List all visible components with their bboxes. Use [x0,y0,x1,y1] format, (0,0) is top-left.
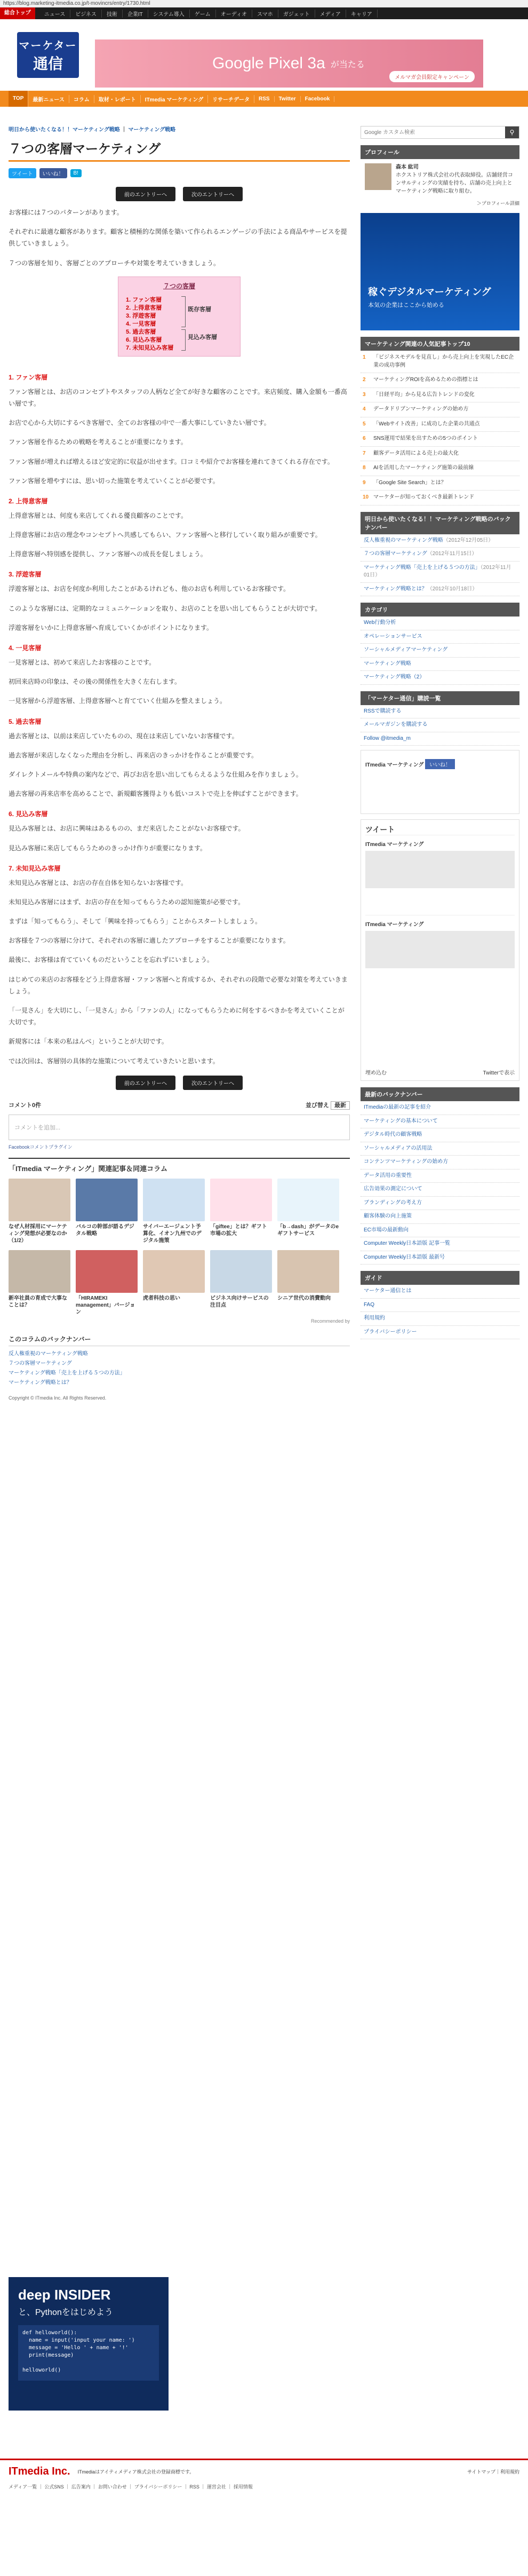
profile-more-link[interactable]: ＞プロフィール詳細 [476,201,519,206]
ranking-heading: マーケティング関連の人気記事トップ10 [361,337,519,351]
mail-link[interactable]: メールマガジンを購読する [361,718,519,732]
section-paragraph: 見込み客層とは、お店に興味はあるものの、まだ来店したことがないお客様です。 [9,825,245,833]
next-entry-button[interactable]: 次のエントリーへ [183,1076,243,1090]
footer-links[interactable]: メディア一覧 ｜ 公式SNS ｜ 広告案内 ｜ お問い合わせ ｜ プライバシーポリシー ｜ RSS ｜ 運営会社 ｜ 採用情報 [9,2484,253,2490]
url-bar[interactable]: https://blog.marketing-itmedia.co.jp/t-movincrs/entry/1730.html [0,0,528,7]
search-icon[interactable]: ⚲ [505,127,519,138]
customer-layer-diagram [118,276,241,357]
backnumber-item[interactable]: 反人権重視のマーケティング戦略 [9,1350,88,1357]
section-paragraph: お店で心から大切にするべき客層で、全てのお客様の中で一番大事にしていきたい層です。 [9,419,270,427]
rank-number: 9 [363,479,366,486]
related-thumbnail [277,1179,339,1221]
outro-paragraph: はじめての来店のお客様をどう上得意客層・ファン客層へと育成するか、それぞれの段階で必要な対策を考えていきましょう。 [9,975,348,995]
latest-item[interactable]: デジタル時代の顧客戦略 [361,1128,519,1142]
rank-title: 「日経平均」から見る広告トレンドの変化 [373,391,475,398]
sidebar-backnumber-item[interactable] [361,548,519,562]
latest-item[interactable]: データ活用の重要性 [361,1170,519,1183]
sidebar-backnumber-heading: 明日から使いたくなる！！マーケティング戦略のバックナンバー [361,512,519,534]
rss-link[interactable]: RSSで購読する [361,705,519,719]
tweet-image [365,931,515,968]
share-bar [9,168,350,178]
breadcrumb-category[interactable]: 明日から使いたくなる！！マーケティング戦略 [9,127,120,133]
comment-count: コメント0件 [9,1102,42,1109]
related-title: バルコの幹部が語るデジタル戦略 [76,1223,134,1237]
related-title: サイバーエージェント予算化、イオン九州でのデジタル施策 [143,1223,202,1244]
latest-item[interactable]: ブランディングの考え方 [361,1197,519,1211]
related-card[interactable] [76,1179,138,1245]
related-thumbnail [9,1179,70,1221]
related-thumbnail [210,1250,272,1293]
related-card[interactable] [9,1250,70,1316]
diagram-title: ７つの客層 [163,282,195,290]
ad-subline: が当たる [330,60,365,69]
backnumber-list [9,1349,350,1388]
outro-paragraph: 「一見さん」を大切にし、「一見さん」から「ファンの人」になってもらうために何をするべきかを考えていくことが大切です。 [9,1007,345,1026]
outro-paragraph: 新規客には「本来の私はんべ」ということが大切です。 [9,1038,168,1046]
nav-report[interactable]: 取材・レポート [94,95,141,103]
article-title: ７つの客層マーケティング [9,138,350,162]
nav-facebook[interactable]: Facebook [301,96,335,102]
breadcrumb-sub[interactable]: マーケティング戦略 [128,127,176,133]
ranking-item[interactable] [361,388,519,403]
guide-item[interactable]: プライバシーポリシー [361,1326,519,1340]
ranking-item[interactable] [361,417,519,432]
nav-rss[interactable]: RSS [254,96,275,102]
nav-column[interactable]: コラム [69,95,94,103]
profile-name: 森本 紘司 [396,164,419,170]
comment-input[interactable]: コメントを追加... [9,1115,350,1140]
deep-insider-title: deep INSIDER [18,2287,111,2303]
comment-section-header [9,1101,350,1109]
related-thumbnail [76,1250,138,1293]
article-main [9,118,350,1401]
item-date: （2012年10月18日） [427,586,478,592]
profile-heading: プロフィール [361,145,519,159]
intro-paragraph: ７つの客層を知り、客層ごとのアプローチや対策を考えていきましょう。 [9,259,220,267]
tweet-author: ITmedia マーケティング [365,922,424,928]
topnav-item[interactable]: キャリア [346,10,378,18]
category-item[interactable]: Web行動分析 [361,617,519,630]
diagram-list [126,296,173,352]
related-card[interactable] [277,1250,339,1316]
ranking-item[interactable] [361,461,519,476]
topnav-item[interactable]: オーディオ [216,10,252,18]
sidebar-backnumber-item[interactable] [361,562,519,583]
section-paragraph: 浮遊客層とは、お店を何度か利用したことがあるけれども、他のお店も利用しているお客様です。 [9,585,290,593]
footer-bar [0,2459,528,2483]
category-list [361,617,519,685]
entry-nav-top [9,187,350,201]
item-title: 反人権重視のマーケティング戦略 [364,537,443,543]
ranking-list [361,351,519,505]
search-input[interactable] [361,127,505,138]
item-title: ７つの客層マーケティング [364,551,427,557]
rank-number: 5 [363,421,366,427]
topnav-item[interactable]: ニュース [39,10,71,18]
section-heading: 5. 過去客層 [9,717,42,725]
section-heading: 1. ファン客層 [9,373,48,381]
sidebar-ad[interactable] [361,213,519,330]
rank-number: 3 [363,391,366,398]
next-entry-button[interactable]: 次のエントリーへ [183,187,243,201]
related-card[interactable] [210,1179,272,1245]
category-item[interactable]: マーケティング戦略 [361,658,519,671]
deep-insider-sub: と、Pythonをはじめよう [18,2308,113,2317]
nav-itmedia-marketing[interactable]: ITmedia マーケティング [141,95,208,103]
section-paragraph: ファン客層とは、お店のコンセプトやスタッフの人柄など全てが好きな顧客のことです。来店頻度、購入金額も一番高い層です。 [9,388,347,407]
guide-item[interactable]: マーケター通信とは [361,1285,519,1299]
guide-item[interactable]: 利用規約 [361,1312,519,1326]
section-heading: 4. 一見客層 [9,644,42,652]
backnumber-item[interactable]: ７つの客層マーケティング [9,1360,72,1366]
diagram-item: 5. 過去客層 [126,328,156,335]
related-thumbnail [76,1179,138,1221]
diagram-item: 7. 未知見込み客層 [126,344,174,351]
deep-insider-ad[interactable] [9,2277,169,2411]
topnav-item[interactable]: システム導入 [148,10,190,18]
topnav-item[interactable]: メディア [315,10,346,18]
group-existing-label: 既存客層 [188,306,211,313]
bookmark-button[interactable]: B! [70,169,82,177]
recommended-by: Recommended by [310,1318,350,1324]
rank-title: 「Webサイト改善」に成功した企業の共通点 [373,421,480,427]
backnumber-item[interactable]: マーケティング戦略「売上を上げる５つの方法」 [9,1370,125,1376]
related-title: なぜ人材採用にマーケティング発想が必要なのか（1/2） [9,1223,67,1244]
related-title: ビジネス向けサービスの注目点 [210,1295,269,1308]
tweet-author: ITmedia マーケティング [365,842,424,848]
group-prospect-label: 見込み客層 [188,334,217,341]
footer-desc: ITmediaはアイティメディア株式会社の登録商標です。 [77,2469,195,2475]
comment-sort-label: 並び替え [305,1102,329,1109]
footer-sitemap[interactable]: サイトマップ｜利用規約 [467,2469,519,2475]
ranking-item[interactable] [361,476,519,491]
fb-comment-plugin-link[interactable]: Facebookコメントプラグイン [9,1144,73,1150]
logo-line1: マーケター [19,39,77,52]
category-item[interactable]: マーケティング戦略（2） [361,671,519,685]
ranking-item[interactable] [361,373,519,388]
sidebar-ad-title: 稼ぐデジタルマーケティング [368,287,491,297]
breadcrumb [9,125,350,133]
section-paragraph: 見込み客層に来店してもらうためのきっかけ作りが重要になります。 [9,844,207,852]
related-card[interactable] [143,1179,205,1245]
section-heading: 2. 上得意客層 [9,497,48,505]
section-paragraph: 過去客層の再来店率を高めることで、新規顧客獲得よりも低いコストで売上を伸ばすことができます。 [9,790,302,798]
item-date: （2012年11月15日） [427,551,477,557]
tweet-view-link[interactable]: Twitterで表示 [483,1070,515,1076]
rank-title: 顧客データ活用による売上の最大化 [373,450,459,456]
category-item[interactable]: ソーシャルメディアマーケティング [361,644,519,658]
diagram-item: 3. 浮遊客層 [126,312,156,319]
section-paragraph: 上得意客層へ特別感を提供し、ファン客層への成長を促しましょう。 [9,550,207,558]
intro-paragraph: お客様には７つのパターンがあります。 [9,209,123,216]
tweet-item[interactable] [365,835,515,915]
entry-nav-bottom [9,1076,350,1090]
category-item[interactable]: オペレーションサービス [361,630,519,644]
rank-number: 6 [363,436,366,441]
twitter-follow-button[interactable]: Follow @itmedia_m [361,732,519,746]
related-grid [9,1179,350,1316]
section-paragraph: 未知見込み客層とは、お店の存在自体を知らないお客様です。 [9,879,188,887]
related-title: 虎者科技の思い [143,1295,180,1301]
ranking-item[interactable] [361,351,519,373]
bracket-prospect [181,329,186,351]
subscribe-heading: 「マーケター通信」購読一覧 [361,691,519,705]
related-title: シニア世代の消費動向 [277,1295,331,1301]
section-paragraph: 一見客層から浮遊客層、上得意客層へと育てていく仕組みを整えましょう。 [9,697,227,705]
ranking-item[interactable] [361,402,519,417]
latest-item[interactable]: 広告効果の測定について [361,1183,519,1197]
prev-entry-button[interactable]: 前のエントリーへ [116,1076,175,1090]
ad-headline: Google Pixel 3a [212,54,325,72]
topnav-item[interactable]: ゲーム [190,10,216,18]
rank-title: マーケターが知っておくべき最新トレンド [373,494,475,500]
latest-list [361,1101,519,1265]
rank-number: 10 [363,494,369,500]
diagram-item: 1. ファン客層 [126,296,162,303]
rank-title: マーケティングROIを高めるための指標とは [373,377,478,383]
top-navigation [0,7,528,19]
section-paragraph: 一見客層とは、初めて来店したお客様のことです。 [9,659,156,666]
logo-line2: 通信 [33,55,63,72]
rank-title: データドリブンマーケティングの始め方 [373,406,469,412]
code-sample: def helloworld(): name = input('input your name: ') message = 'Hello ' + name + '!' print(message) helloworld() [18,2325,159,2381]
fb-page-name: ITmedia マーケティング [365,762,424,768]
sidebar-ad-sub: 本気の企業はここから始める [368,302,444,309]
outro-paragraph: 最後に、お客様は育てていくものだということを忘れずにいましょう。 [9,956,214,964]
related-title: 新卒社員の育成で大事なことは？ [9,1295,67,1308]
nav-top[interactable]: TOP [9,91,28,107]
copyright: Copyright © ITmedia Inc. All Rights Reserved. [9,1395,107,1401]
rank-number: 8 [363,465,366,471]
section-paragraph: 浮遊客層をいかに上得意客層へ育成していくかがポイントになります。 [9,623,213,631]
sidebar-backnumber-list [361,534,519,597]
related-thumbnail [277,1250,339,1293]
profile-text: ホクストリア株式会社の代表取締役。店舗経営コンサルティングの実績を持ち、店舗の売上向上とマーケティング戦略に取り組む。 [396,172,513,194]
topnav-item[interactable]: 企業IT [123,10,148,18]
related-card[interactable] [9,1179,70,1245]
header-ad-banner[interactable] [95,39,483,88]
intro-paragraph: それぞれに最適な顧客があります。顧客と積極的な関係を築いて作られるエンゲージの手法による商品やサービスを提供していきましょう。 [9,228,347,248]
related-card[interactable] [210,1250,272,1316]
backnumber-heading: このコラムのバックナンバー [9,1334,350,1346]
section-heading: 3. 浮遊客層 [9,571,42,579]
section-paragraph: ファン客層が増えれば増えるほど安定的に収益が出せます。口コミや紹介でお客様を連れてきてくれる存在です。 [9,457,334,465]
related-heading: 「ITmedia マーケティング」関連記事＆同連コラム [9,1158,350,1173]
latest-item[interactable]: 顧客体験の向上施策 [361,1210,519,1224]
latest-item[interactable]: Computer Weekly日本語版 記事一覧 [361,1237,519,1251]
section-paragraph: ファン客層を増やすには、思い切った施策を考えていくことが必要です。 [9,477,219,485]
profile-box [361,159,519,200]
fb-like-button[interactable]: いいね！ [425,759,455,769]
related-thumbnail [143,1250,205,1293]
section-heading: 7. 未知見込み客層 [9,864,61,872]
header [0,19,528,84]
diagram-item: 6. 見込み客層 [126,336,162,343]
comment-sort[interactable] [306,1101,350,1109]
related-card[interactable] [143,1250,205,1316]
latest-item[interactable]: コンテンツマーケティングの始め方 [361,1156,519,1170]
prev-entry-button[interactable]: 前のエントリーへ [116,187,175,201]
footer-logo[interactable]: ITmedia Inc. [9,2466,70,2477]
latest-item[interactable]: ITmediaの最新の記事を紹介 [361,1101,519,1115]
latest-heading: 最新のバックナンバー [361,1087,519,1101]
tweet-button[interactable]: ツイート [9,168,36,178]
sidebar [361,118,519,1339]
latest-item[interactable]: Computer Weekly日本語版 最新号 [361,1251,519,1265]
section-paragraph: 過去客層とは、以前は来店していたものの、現在は来店していないお客様です。 [9,732,238,740]
rank-number: 7 [363,450,366,456]
nav-twitter[interactable]: Twitter [275,96,301,102]
breadcrumb-sep: ｜ [121,127,127,133]
section-paragraph: 上得意客層とは、何度も来店してくれる優良顧客のことです。 [9,511,188,519]
footer [0,2459,528,2576]
item-date: （2012年12月05日） [443,537,494,543]
ad-cta[interactable]: メルマガ会員限定キャンペーン [389,71,475,82]
main-navigation [0,91,528,107]
section-paragraph: 未知見込み客層にはまず、お店の存在を知ってもらうための認知施策が必要です。 [9,898,245,906]
diagram-item: 2. 上得意客層 [126,304,162,311]
sidebar-backnumber-item[interactable] [361,534,519,548]
tweet-embed-link[interactable]: 埋め込む [365,1070,387,1076]
related-title: 「b→dash」がデータのeギフトサービス [277,1223,339,1237]
rank-title: SNS運用で結果を出すための5つのポイント [373,436,478,441]
rank-title: 「Google Site Search」とは？ [373,479,446,486]
item-title: マーケティング戦略とは？ [364,586,427,592]
item-title: マーケティング戦略「売上を上げる５つの方法」 [364,564,481,571]
related-title: 「HIRAMEKI management」バージョン [76,1295,135,1315]
related-card[interactable] [277,1179,339,1245]
ranking-item[interactable] [361,447,519,462]
item-date: （2012年11月01日） [364,564,511,578]
section-paragraph: ダイレクトメールや特典の案内などで、再びお店を思い出してもらえるような仕組みを作りましょう。 [9,770,302,778]
twitter-timeline [361,819,519,1081]
section-paragraph: ファン客層を作るための戦略を考えることが重要になります。 [9,438,187,446]
related-card[interactable] [76,1250,138,1316]
topnav-item[interactable]: 技術 [102,10,123,18]
latest-item[interactable]: マーケティングの基本について [361,1115,519,1129]
latest-item[interactable]: ソーシャルメディアの活用法 [361,1142,519,1156]
tweet-item[interactable] [365,915,515,995]
bracket-existing [181,296,186,327]
rank-number: 4 [363,406,366,412]
ranking-item[interactable] [361,491,519,505]
tweet-image [365,851,515,888]
guide-heading: ガイド [361,1271,519,1285]
like-button[interactable]: いいね！ [39,168,67,178]
site-logo[interactable] [17,32,79,78]
section-paragraph: まずは「知ってもらう」、そして「興味を持ってもらう」ことからスタートしましょう。 [9,918,262,926]
section-paragraph: 上得意客層にお店の理念やコンセプトへ共感してもらい、ファン客層へと移行していく取り組みが重要です。 [9,531,322,539]
topnav-item[interactable]: ビジネス [70,10,102,18]
backnumber-item[interactable]: マーケティング戦略とは？ [9,1379,72,1386]
rank-title: 「ビジネスモデルを見直し」から売上向上を実現したEC企業の成功事例 [373,354,514,368]
topnav-home[interactable]: 総合トップ [0,7,35,19]
related-title: 「giftee」とは？ギフト市場の拡大 [210,1223,267,1237]
rank-number: 1 [363,354,366,360]
nav-research[interactable]: リサーチデータ [208,95,254,103]
subscribe-list [361,705,519,746]
comment-sort-value: 最新 [331,1101,350,1110]
facebook-page-widget[interactable] [361,750,519,814]
section-paragraph: このような客層には、定期的なコミュニケーションを取り、お店のことを思い出してもらうことが大切です。 [9,604,322,612]
avatar [365,163,391,190]
rank-number: 2 [363,377,366,383]
rank-title: AIを活用したマーケティング施策の最前線 [373,465,474,471]
related-thumbnail [9,1250,70,1293]
sidebar-backnumber-item[interactable] [361,583,519,597]
guide-item[interactable]: FAQ [361,1299,519,1313]
category-heading: カテゴリ [361,603,519,617]
search-box [361,126,519,139]
related-thumbnail [210,1179,272,1221]
topnav-item[interactable]: スマホ [252,10,278,18]
nav-news[interactable]: 最新ニュース [28,95,69,103]
guide-list [361,1285,519,1339]
related-thumbnail [143,1179,205,1221]
article-body [9,207,350,1067]
article-date: 2012年11月15日 更新 [295,171,347,177]
topnav-item[interactable]: ガジェット [278,10,315,18]
timeline-heading: ツイート [365,825,395,834]
section-heading: 6. 見込み客層 [9,810,48,818]
section-paragraph: 初回来店時の印象は、その後の関係性を大きく左右します。 [9,678,181,686]
ranking-item[interactable] [361,432,519,447]
diagram-item: 4. 一見客層 [126,320,156,327]
latest-item[interactable]: EC市場の最新動向 [361,1224,519,1238]
outro-paragraph: お客様を７つの客層に分けて、それぞれの客層に適したアプローチをすることが重要になります。 [9,937,290,945]
section-paragraph: 過去客層が来店しなくなった理由を分析し、再来店のきっかけを作ることが重要です。 [9,751,258,759]
outro-paragraph: では次回は、客層別の具体的な施策について考えていきたいと思います。 [9,1057,219,1065]
